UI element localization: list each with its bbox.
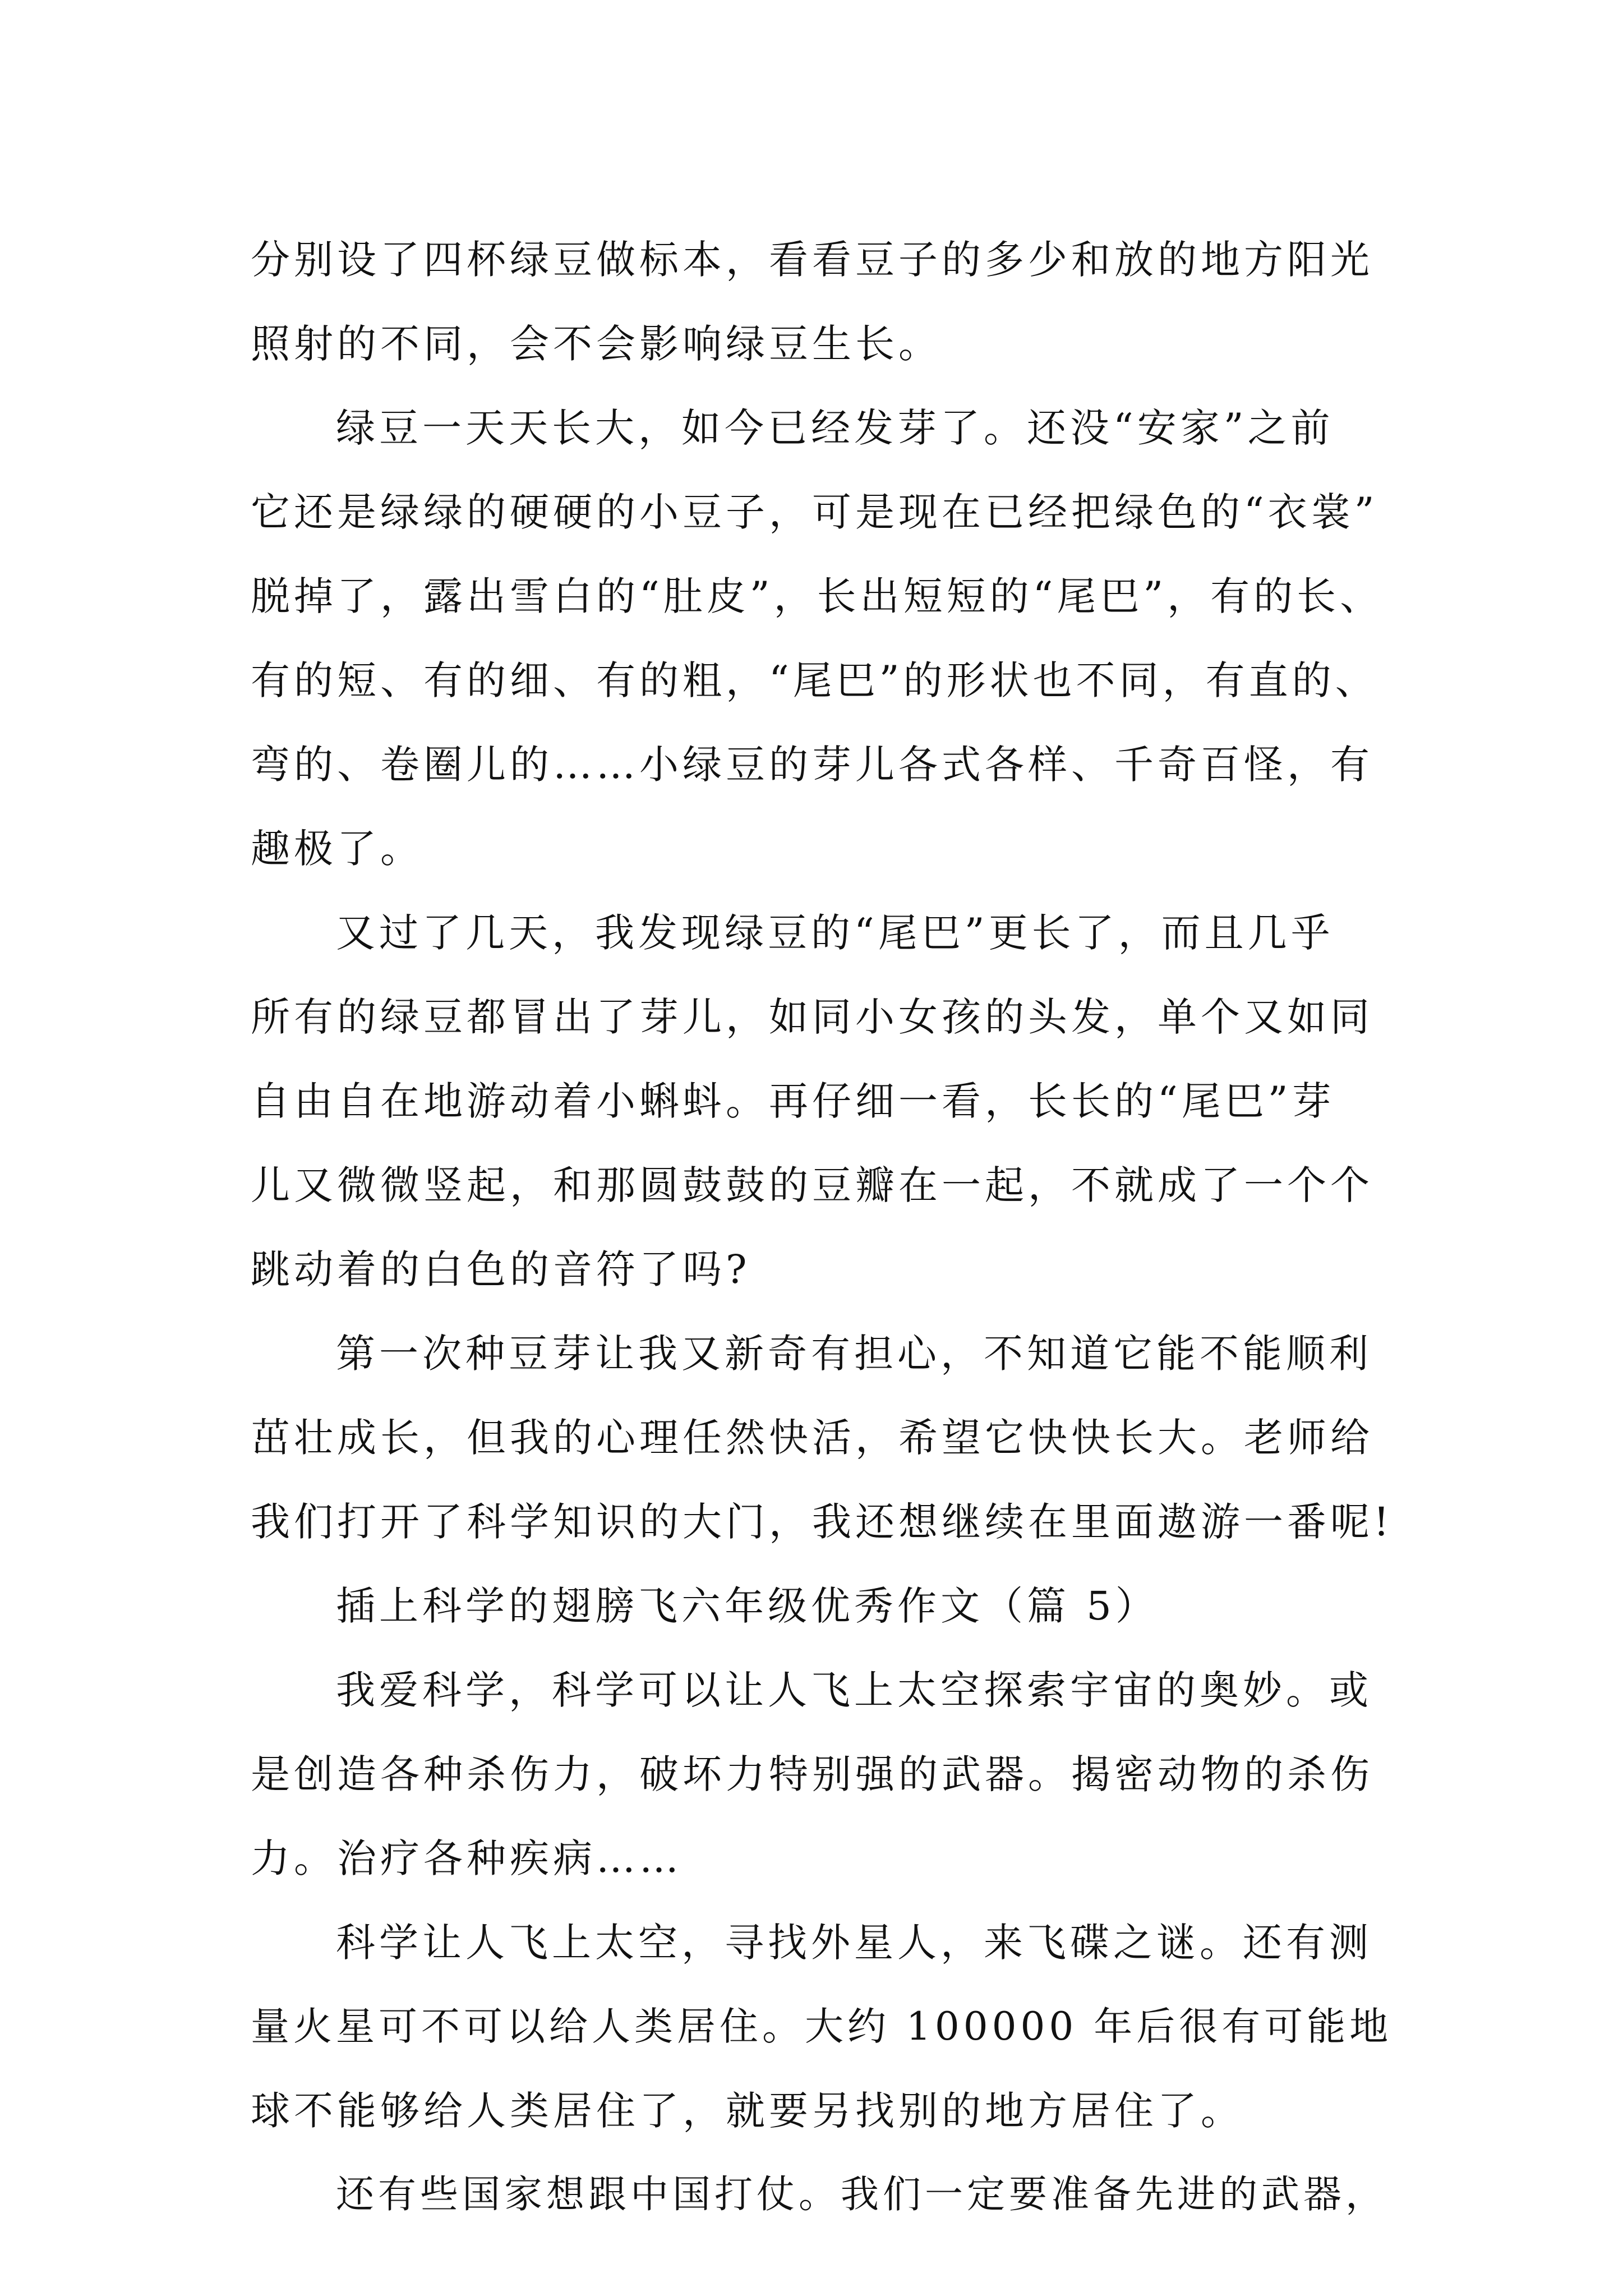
text-line: 我们打开了科学知识的大门，我还想继续在里面遨游一番呢! [251, 1499, 1394, 1545]
text-line: 是创造各种杀伤力，破坏力特别强的武器。揭密动物的杀伤 [251, 1751, 1373, 1797]
text-line: 有的短、有的细、有的粗，“尾巴”的形状也不同，有直的、 [251, 657, 1378, 703]
text-line: 分别设了四杯绿豆做标本，看看豆子的多少和放的地方阳光 [251, 237, 1373, 283]
paragraph-start-line: 科学让人飞上太空，寻找外星人，来飞碟之谜。还有测 [336, 1920, 1372, 1966]
text-line: 脱掉了，露出雪白的“肚皮”，长出短短的“尾巴”，有的长、 [251, 573, 1384, 619]
paragraph-start-line: 绿豆一天天长大，如今已经发芽了。还没“安家”之前 [336, 405, 1334, 451]
text-line: 它还是绿绿的硬硬的小豆子，可是现在已经把绿色的“衣裳” [251, 489, 1378, 535]
paragraph-start-line: 还有些国家想跟中国打仗。我们一定要准备先进的武器， [336, 2173, 1388, 2217]
text-line: 照射的不同，会不会影响绿豆生长。 [251, 321, 942, 367]
text-line: 力。治疗各种疾病…… [251, 1835, 683, 1881]
essay-text [251, 218, 1395, 2237]
text-line: 所有的绿豆都冒出了芽儿，如同小女孩的头发，单个又如同 [251, 994, 1373, 1040]
paragraph-start-line: 第一次种豆芽让我又新奇有担心，不知道它能不能顺利 [336, 1331, 1372, 1377]
text-line: 儿又微微竖起，和那圆鼓鼓的豆瓣在一起，不就成了一个个 [251, 1162, 1373, 1208]
text-line: 球不能够给人类居住了，就要另找别的地方居住了。 [251, 2088, 1244, 2134]
text-line: 趣极了。 [251, 826, 423, 872]
section-heading: 插上科学的翅膀飞六年级优秀作文（篇 5） [336, 1583, 1159, 1629]
text-line: 跳动着的白色的音符了吗? [251, 1246, 751, 1292]
text-line: 量火星可不可以给人类居住。大约 100000 年后很有可能地 [251, 2004, 1393, 2049]
paragraph-start-line: 我爱科学，科学可以让人飞上太空探索宇宙的奥妙。或 [336, 1667, 1372, 1713]
text-line: 自由自在地游动着小蝌蚪。再仔细一看，长长的“尾巴”芽 [251, 1078, 1335, 1124]
text-line: 茁壮成长，但我的心理任然快活，希望它快快长大。老师给 [251, 1415, 1373, 1461]
text-line: 弯的、卷圈儿的……小绿豆的芽儿各式各样、千奇百怪，有 [251, 742, 1373, 788]
paragraph-start-line: 又过了几天，我发现绿豆的“尾巴”更长了，而且几乎 [336, 910, 1334, 956]
